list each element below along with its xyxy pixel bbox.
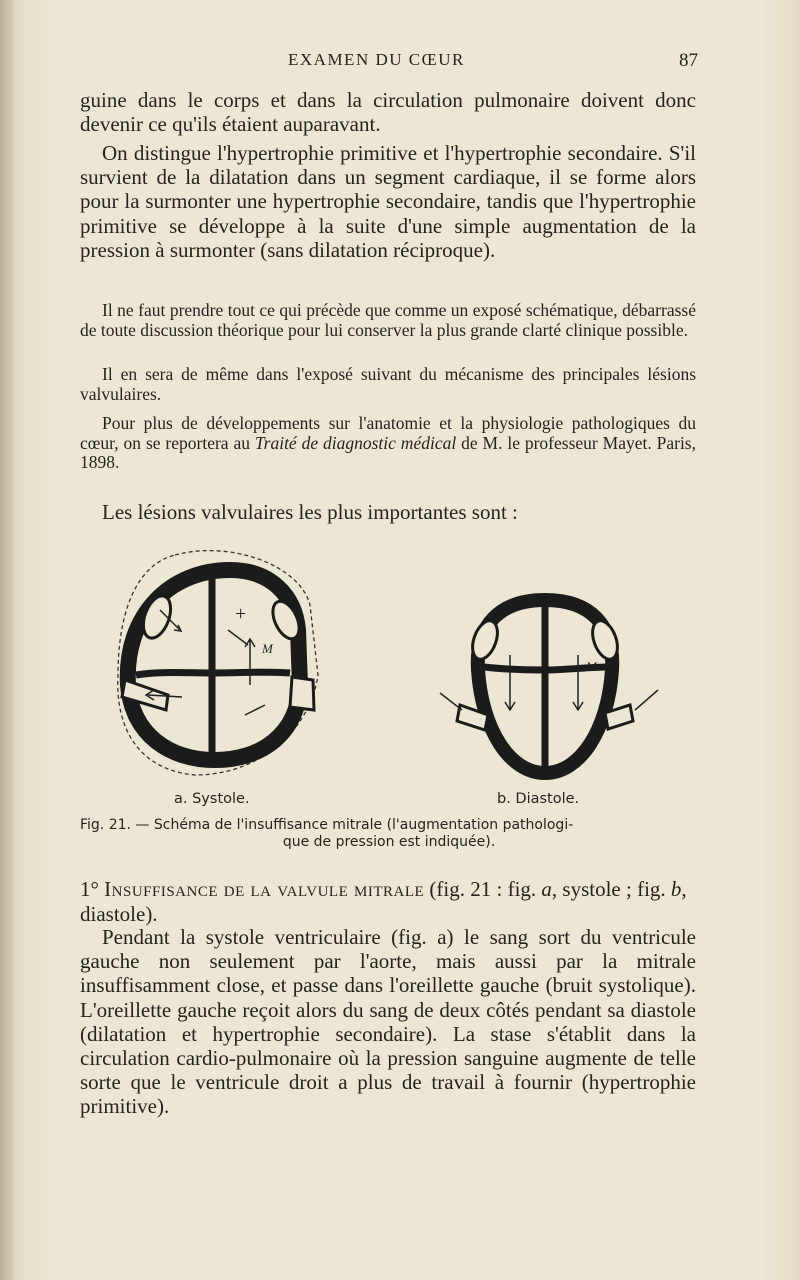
note-schematic: Il ne faut prendre tout ce qui précède que comme un exposé schématique, débarrassé de toute discussion théorique pour lui conserver la plus grande clarté clinique possible. xyxy=(80,300,696,340)
paragraph-systole-mechanism: Pendant la systole ventriculaire (fig. a) le sang sort du ventricule gauche non seulement par l'aorte, mais aussi par la mitrale insuffisamment close, et passe dans l'oreillette gauche (bruit systolique). L'oreillette gauche reçoit alors du sang de deux côtés pendant sa diastole (dilatation et hypertrophie secondaire). La stase s'établit dans la circulation cardio-pulmonaire où la pression sanguine augmente de telle sorte que le ventricule droit a plus de travail à fournir (hypertrophie primitive). xyxy=(80,925,696,1119)
figure-caption xyxy=(80,817,698,851)
section-ref-a: a xyxy=(541,877,552,901)
section-figure-ref: (fig. 21 : fig. xyxy=(424,877,542,901)
section-number: 1° xyxy=(80,877,99,901)
paragraph-continuation: guine dans le corps et dans la circulation pulmonaire doivent donc devenir ce qu'ils étaient auparavant. xyxy=(80,88,696,137)
note-mechanism: Il en sera de même dans l'exposé suivant du mécanisme des principales lésions valvulaires. xyxy=(80,364,696,404)
figure-label-systole: a. Systole. xyxy=(174,791,250,807)
systole-heart-diagram xyxy=(118,551,318,775)
lead-sentence: Les lésions valvulaires les plus importantes sont : xyxy=(102,500,518,524)
section-ref-mid: , systole ; fig. xyxy=(551,877,671,901)
figure-label-diastole: b. Diastole. xyxy=(497,791,580,807)
page-number: 87 xyxy=(679,50,698,71)
section-title: Insuffisance de la valvule mitrale xyxy=(104,877,425,901)
mitral-label-diastole: M xyxy=(586,659,597,674)
running-title: EXAMEN DU CŒUR xyxy=(288,50,465,69)
figure-caption-line1: Fig. 21. — Schéma de l'insuffisance mitrale (l'augmentation pathologi- xyxy=(80,817,574,833)
note-reference-tail: de M. le professeur Mayet. Paris, 1898. xyxy=(80,432,696,472)
pressure-plus-mark: + xyxy=(235,603,247,625)
section-heading xyxy=(80,877,696,926)
page-gutter-shadow xyxy=(0,0,14,1280)
note-reference xyxy=(80,414,696,473)
mitral-insufficiency-figure xyxy=(100,545,700,790)
section-ref-end: , diastole). xyxy=(80,877,687,926)
note-reference-text: Pour plus de développements sur l'anatomie et la physiologie pathologiques du cœur, on se reportera au xyxy=(80,413,696,453)
page-header xyxy=(80,50,698,74)
mitral-label-systole: M xyxy=(262,641,273,656)
diastole-heart-diagram xyxy=(440,600,658,773)
paragraph-hypertrophy: On distingue l'hypertrophie primitive et l'hypertrophie secondaire. S'il survient de la dilatation dans un segment cardiaque, il se forme alors pour la surmonter une hypertrophie secondaire, tandis que l'hypertrophie primitive se développe à la suite d'une simple augmentation de la pression à surmonter (sans dilatation réciproque). xyxy=(80,141,696,262)
book-title-reference: Traité de diagnostic médical xyxy=(254,432,457,453)
section-ref-b: b xyxy=(670,877,682,901)
figure-caption-line2: que de pression est indiquée). xyxy=(282,834,496,850)
